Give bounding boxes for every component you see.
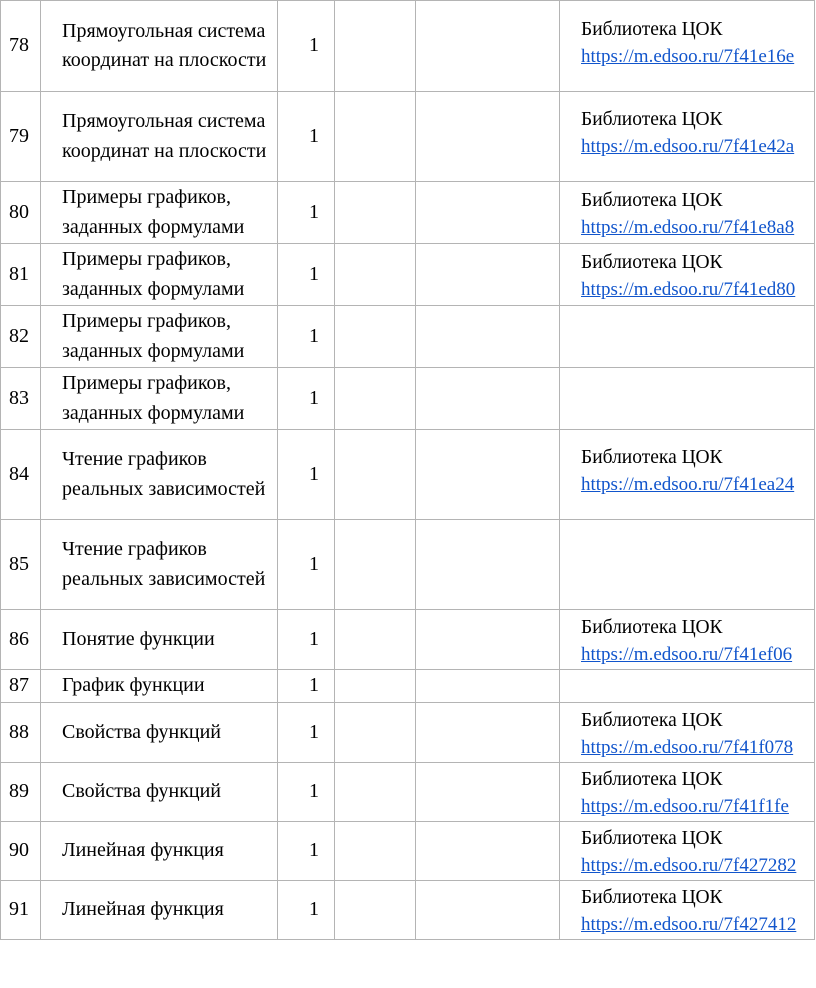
lesson-hours: 1 xyxy=(278,763,335,822)
lesson-number: 87 xyxy=(1,670,41,703)
empty-cell xyxy=(335,520,416,610)
lesson-number: 89 xyxy=(1,763,41,822)
lesson-number: 84 xyxy=(1,430,41,520)
empty-cell xyxy=(335,822,416,881)
lesson-number: 90 xyxy=(1,822,41,881)
empty-cell xyxy=(416,182,560,244)
table-row xyxy=(1,703,815,763)
resource-cell xyxy=(560,368,815,430)
lesson-title: Примеры графиков, заданных формулами xyxy=(41,306,278,368)
lesson-plan-body xyxy=(1,1,815,940)
lesson-number: 79 xyxy=(1,92,41,182)
library-label: Библиотека ЦОК xyxy=(581,18,723,40)
resource-cell xyxy=(560,1,815,92)
table-row xyxy=(1,92,815,182)
table-row xyxy=(1,306,815,368)
table-row xyxy=(1,1,815,92)
table-row xyxy=(1,520,815,610)
table-row xyxy=(1,182,815,244)
lesson-hours: 1 xyxy=(278,703,335,763)
library-label: Библиотека ЦОК xyxy=(581,109,723,130)
empty-cell xyxy=(335,881,416,940)
empty-cell xyxy=(416,244,560,306)
empty-cell xyxy=(335,763,416,822)
empty-cell xyxy=(335,182,416,244)
table-row xyxy=(1,244,815,306)
lesson-hours: 1 xyxy=(278,881,335,940)
lesson-title: Чтение графиков реальных зависимостей xyxy=(41,430,278,520)
library-label: Библиотека ЦОК xyxy=(581,769,723,790)
lesson-number: 88 xyxy=(1,703,41,763)
library-label: Библиотека ЦОК xyxy=(581,447,723,468)
lesson-number: 82 xyxy=(1,306,41,368)
lesson-title: Прямоугольная система координат на плоскости xyxy=(41,92,278,182)
lesson-hours: 1 xyxy=(278,520,335,610)
resource-link[interactable]: https://m.edsoo.ru/7f41f078 xyxy=(581,736,794,758)
resource-link[interactable]: https://m.edsoo.ru/7f41ef06 xyxy=(581,643,793,665)
resource-cell xyxy=(560,670,815,703)
empty-cell xyxy=(416,520,560,610)
empty-cell xyxy=(335,610,416,670)
lesson-hours: 1 xyxy=(278,610,335,670)
resource-link[interactable]: https://m.edsoo.ru/7f41ea24 xyxy=(581,474,795,495)
library-label: Библиотека ЦОК xyxy=(581,189,723,211)
lesson-number: 85 xyxy=(1,520,41,610)
lesson-number: 86 xyxy=(1,610,41,670)
resource-cell xyxy=(560,520,815,610)
table-row xyxy=(1,670,815,703)
empty-cell xyxy=(335,244,416,306)
lesson-hours: 1 xyxy=(278,670,335,703)
table-row xyxy=(1,822,815,881)
lesson-title: Понятие функции xyxy=(41,610,278,670)
resource-cell xyxy=(560,610,815,670)
empty-cell xyxy=(416,1,560,92)
empty-cell xyxy=(335,306,416,368)
lesson-number: 78 xyxy=(1,1,41,92)
empty-cell xyxy=(416,822,560,881)
lesson-title: Чтение графиков реальных зависимостей xyxy=(41,520,278,610)
lesson-hours: 1 xyxy=(278,306,335,368)
resource-cell xyxy=(560,244,815,306)
resource-cell xyxy=(560,182,815,244)
empty-cell xyxy=(335,1,416,92)
resource-link[interactable]: https://m.edsoo.ru/7f41e42a xyxy=(581,136,795,157)
resource-cell xyxy=(560,822,815,881)
resource-link[interactable]: https://m.edsoo.ru/7f41e16e xyxy=(581,45,795,67)
resource-link[interactable]: https://m.edsoo.ru/7f427282 xyxy=(581,855,797,876)
lesson-number: 91 xyxy=(1,881,41,940)
resource-cell xyxy=(560,430,815,520)
resource-cell xyxy=(560,763,815,822)
empty-cell xyxy=(335,670,416,703)
lesson-title: Примеры графиков, заданных формулами xyxy=(41,368,278,430)
library-label: Библиотека ЦОК xyxy=(581,887,723,908)
lesson-title: Свойства функций xyxy=(41,703,278,763)
table-row xyxy=(1,610,815,670)
lesson-hours: 1 xyxy=(278,92,335,182)
empty-cell xyxy=(416,670,560,703)
lesson-hours: 1 xyxy=(278,182,335,244)
empty-cell xyxy=(335,703,416,763)
table-row xyxy=(1,430,815,520)
lesson-hours: 1 xyxy=(278,822,335,881)
empty-cell xyxy=(416,306,560,368)
empty-cell xyxy=(416,92,560,182)
lesson-title: График функции xyxy=(41,670,278,703)
empty-cell xyxy=(335,92,416,182)
library-label: Библиотека ЦОК xyxy=(581,828,723,849)
library-label: Библиотека ЦОК xyxy=(581,251,723,273)
lesson-title: Примеры графиков, заданных формулами xyxy=(41,182,278,244)
lesson-hours: 1 xyxy=(278,244,335,306)
empty-cell xyxy=(335,368,416,430)
lesson-title: Линейная функция xyxy=(41,881,278,940)
empty-cell xyxy=(416,703,560,763)
resource-cell xyxy=(560,881,815,940)
lesson-title: Примеры графиков, заданных формулами xyxy=(41,244,278,306)
lesson-title: Свойства функций xyxy=(41,763,278,822)
table-row xyxy=(1,763,815,822)
table-row xyxy=(1,881,815,940)
empty-cell xyxy=(416,610,560,670)
resource-link[interactable]: https://m.edsoo.ru/7f427412 xyxy=(581,914,797,935)
resource-cell xyxy=(560,92,815,182)
lesson-hours: 1 xyxy=(278,1,335,92)
resource-cell xyxy=(560,306,815,368)
library-label: Библиотека ЦОК xyxy=(581,709,723,731)
resource-link[interactable]: https://m.edsoo.ru/7f41e8a8 xyxy=(581,216,795,238)
empty-cell xyxy=(416,368,560,430)
table-row xyxy=(1,368,815,430)
resource-link[interactable]: https://m.edsoo.ru/7f41f1fe xyxy=(581,796,789,817)
lesson-hours: 1 xyxy=(278,368,335,430)
resource-link[interactable]: https://m.edsoo.ru/7f41ed80 xyxy=(581,278,796,300)
lesson-number: 81 xyxy=(1,244,41,306)
empty-cell xyxy=(416,430,560,520)
empty-cell xyxy=(416,763,560,822)
empty-cell xyxy=(335,430,416,520)
lesson-number: 83 xyxy=(1,368,41,430)
lesson-hours: 1 xyxy=(278,430,335,520)
lesson-title: Прямоугольная система координат на плоскости xyxy=(41,1,278,92)
empty-cell xyxy=(416,881,560,940)
library-label: Библиотека ЦОК xyxy=(581,616,723,638)
lesson-title: Линейная функция xyxy=(41,822,278,881)
resource-cell xyxy=(560,703,815,763)
lesson-number: 80 xyxy=(1,182,41,244)
